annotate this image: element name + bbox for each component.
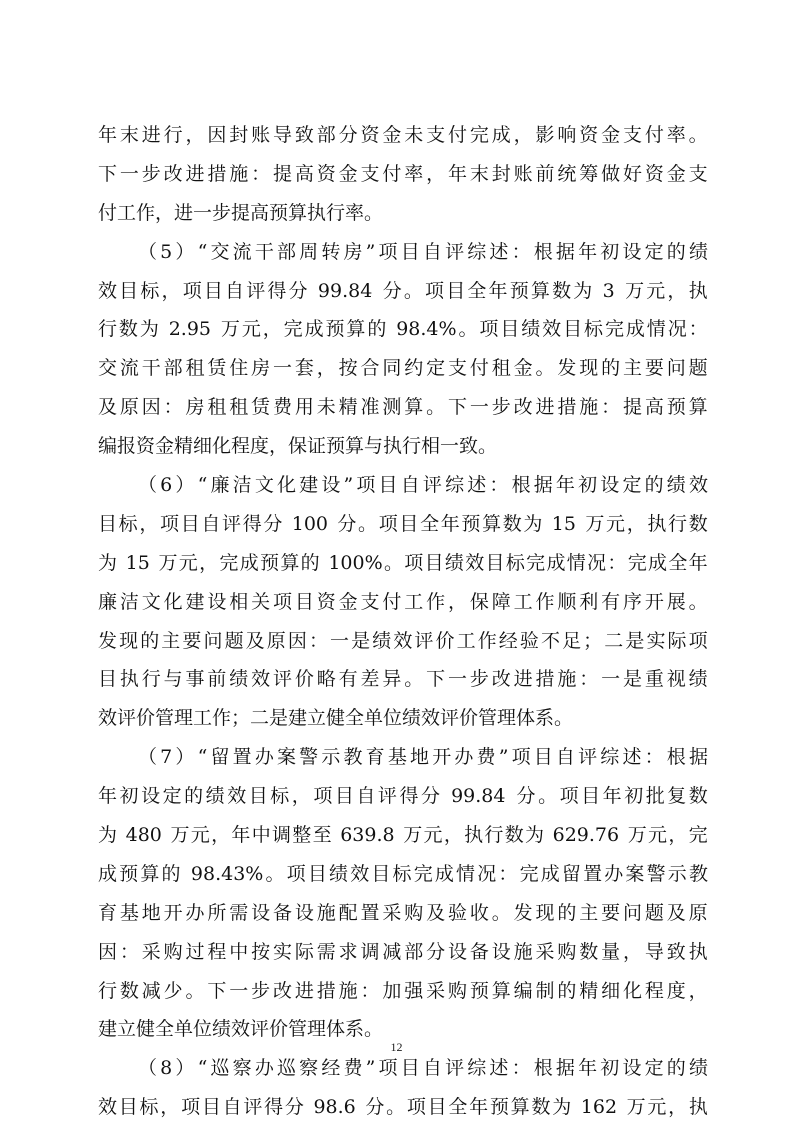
text-line: 编报资金精细化程度，保证预算与执行相一致。	[98, 435, 498, 458]
page-number: 12	[390, 1040, 403, 1054]
text-line: 为 480 万 元 ， 年 中 调 整 至 639.8 万 元 ， 执 行 数 为 629.76 万 元 ， 完	[98, 824, 708, 847]
text-line: 建立健全单位绩效评价管理体系。	[98, 1018, 384, 1041]
body-text	[98, 116, 708, 1127]
text-line: 目 执 行 与 事 前 绩 效 评 价 略 有 差 异 。 下 一 步 改 进 措 施 ： 一 是 重 视 绩	[98, 668, 708, 691]
text-line: 年 末 进 行 ， 因 封 账 导 致 部 分 资 金 未 支 付 完 成 ， 影 响 资 金 支 付 率 。	[98, 124, 708, 146]
text-line: 交 流 干 部 租 赁 住 房 一 套 ， 按 合 同 约 定 支 付 租 金 。 发 现 的 主 要 问 题	[98, 357, 708, 380]
text-line: 廉 洁 文 化 建 设 相 关 项 目 资 金 支 付 工 作 ， 保 障 工 作 顺 利 有 序 开 展 。	[98, 590, 708, 613]
text-line: 发 现 的 主 要 问 题 及 原 因 ： 一 是 绩 效 评 价 工 作 经 验 不 足 ； 二 是 实 际 项	[98, 629, 708, 652]
text-line: （ 8 ） “ 巡 察 办 巡 察 经 费 ” 项 目 自 评 综 述 ： 根 据 年 初 设 定 的 绩	[138, 1057, 708, 1080]
text-line: 效 目 标 ， 项 目 自 评 得 分 99.84 分 。 项 目 全 年 预 算 数 为 3 万 元 ， 执	[98, 279, 708, 302]
text-line: 因 ： 采 购 过 程 中 按 实 际 需 求 调 减 部 分 设 备 设 施 采 购 数 量 ， 导 致 执	[98, 940, 708, 963]
text-line: 下 一 步 改 进 措 施 ： 提 高 资 金 支 付 率 ， 年 末 封 账 前 统 筹 做 好 资 金 支	[98, 162, 708, 185]
text-line: 行 数 为 2.95 万 元 ， 完 成 预 算 的 98.4% 。 项 目 绩 效 目 标 完 成 情 况 ：	[98, 318, 708, 341]
text-line: （ 7 ） “ 留 置 办 案 警 示 教 育 基 地 开 办 费 ” 项 目 自 评 综 述 ： 根 据	[138, 746, 708, 769]
text-line: （ 6 ） “ 廉 洁 文 化 建 设 ” 项 目 自 评 综 述 ： 根 据 年 初 设 定 的 绩 效	[138, 474, 708, 497]
text-line: 年 初 设 定 的 绩 效 目 标 ， 项 目 自 评 得 分 99.84 分 。 项 目 年 初 批 复 数	[98, 785, 708, 808]
text-line: 目 标 ， 项 目 自 评 得 分 100 分 。 项 目 全 年 预 算 数 为 15 万 元 ， 执 行 数	[98, 512, 708, 535]
text-line: 效评价管理工作；二是建立健全单位绩效评价管理体系。	[98, 707, 574, 730]
text-line: 为 15 万 元 ， 完 成 预 算 的 100% 。 项 目 绩 效 目 标 完 成 情 况 ： 完 成 全 年	[98, 551, 708, 574]
text-line: （ 5 ） “ 交 流 干 部 周 转 房 ” 项 目 自 评 综 述 ： 根 据 年 初 设 定 的 绩	[138, 240, 708, 263]
text-line: 行 数 减 少 。 下 一 步 改 进 措 施 ： 加 强 采 购 预 算 编 制 的 精 细 化 程 度 ，	[98, 979, 708, 1002]
text-line: 育 基 地 开 办 所 需 设 备 设 施 配 置 采 购 及 验 收 。 发 现 的 主 要 问 题 及 原	[98, 901, 708, 924]
text-line: 及 原 因 ： 房 租 租 赁 费 用 未 精 准 测 算 。 下 一 步 改 进 措 施 ： 提 高 预 算	[98, 396, 708, 419]
text-line: 付工作，进一步提高预算执行率。	[98, 201, 384, 224]
text-line: 效 目 标 ， 项 目 自 评 得 分 98.6 分 。 项 目 全 年 预 算 数 为 162 万 元 ， 执	[98, 1096, 708, 1119]
text-line: 成 预 算 的 98.43% 。 项 目 绩 效 目 标 完 成 情 况 ： 完 成 留 置 办 案 警 示 教	[98, 862, 708, 885]
